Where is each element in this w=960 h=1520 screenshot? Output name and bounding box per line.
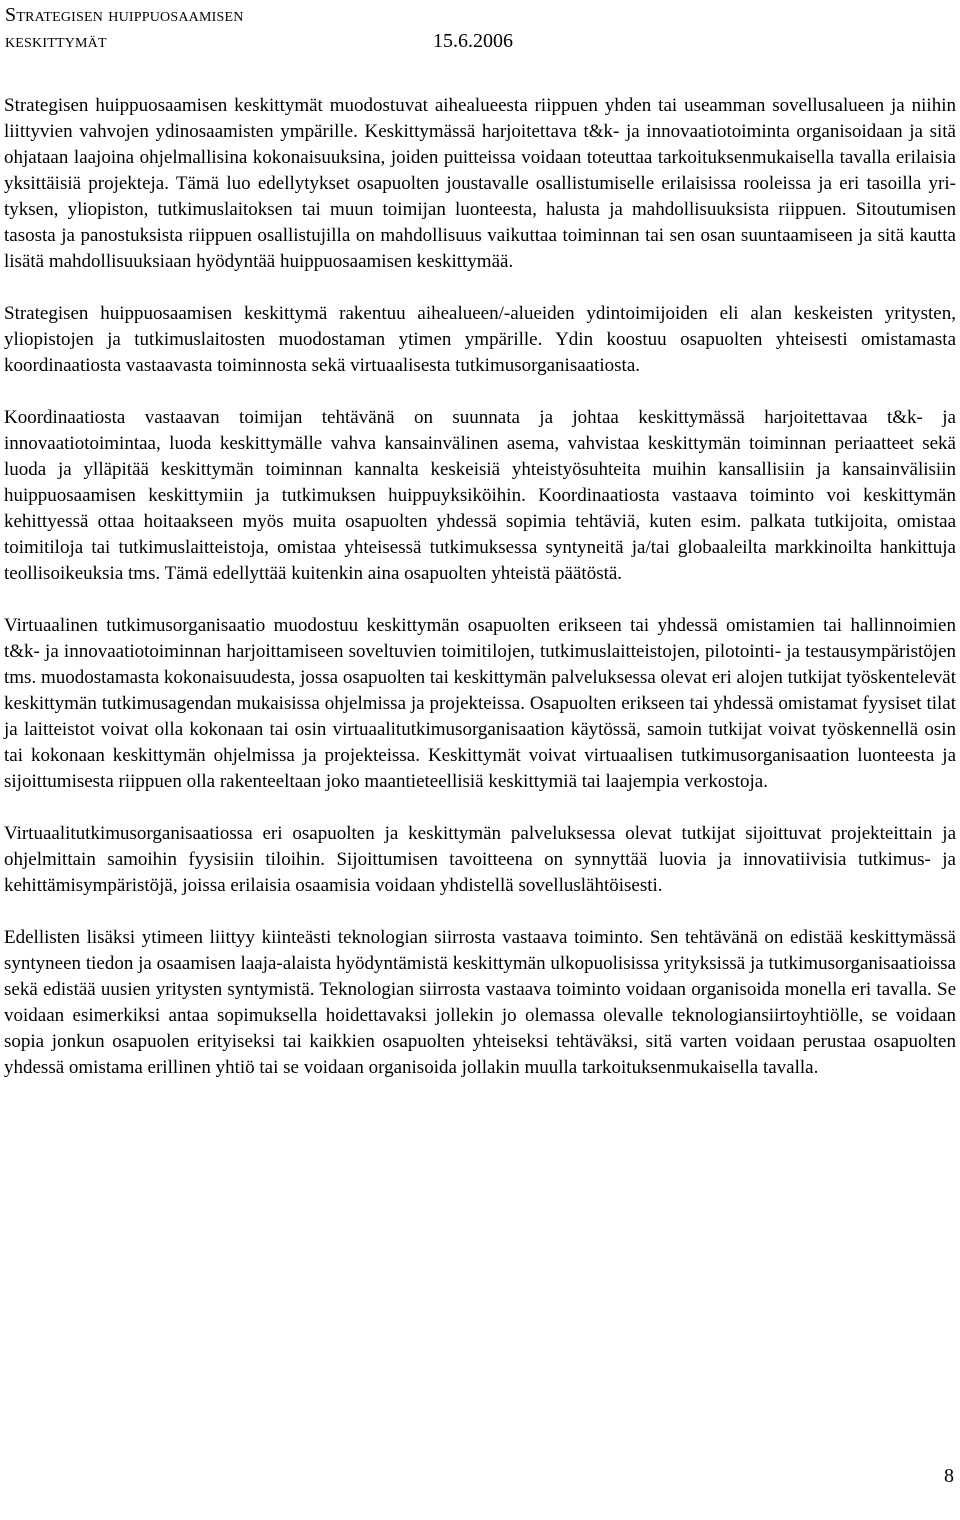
paragraph-5: Virtuaalitutkimusorganisaatiossa eri osapuolten ja keskittymän palveluksessa olevat tutkijat sijoittuvat projekteittain ja ohjelmittain samoihin fyysisiin tiloihin. Sijoittumisen tavoitteena on synnyttää luovia ja innovatiivisia tutkimus- ja kehittämisympäristöjä, joissa erilaisia osaamisia voidaan yhdistellä sovelluslähtöisesti. [4,823,956,896]
document-body [4,93,956,1107]
header-title-line-1: Strategisen huippuosaamisen [5,4,244,26]
header-title-line-2: keskittymät [5,30,107,52]
header-date: 15.6.2006 [433,30,513,52]
page-number: 8 [944,1465,954,1487]
page-header [5,2,513,54]
paragraph-1: Strategisen huippuosaamisen keskittymät muodostuvat aihealueesta riippuen yhden tai useamman sovellusalueen ja niihin liittyvien vahvojen ydinosaamisten ympärille. Keskittymässä harjoitettava t&k- ja innovaatiotoiminta organisoidaan ja sitä ohjataan laajoina ohjelmallisina kokonaisuuksina, joiden puitteissa voidaan toteuttaa tarkoituksenmukaisella tavalla erilaisia yksittäisiä projekteja. Tämä luo edellytykset osapuolten joustavalle osallistumiselle erilaisissa rooleissa ja eri tasoilla yrityksen, yliopiston, tutkimuslaitoksen tai muun toimijan luonteesta, halusta ja mahdollisuuksista riippuen. Sitoutumisen tasosta ja panostuksista riippuen osallistujilla on mahdollisuus vaikuttaa toiminnan tai sen osan suuntaamiseen ja sitä kautta lisätä mahdollisuuksiaan hyödyntää huippuosaamisen keskittymää. [4,95,956,272]
paragraph-6: Edellisten lisäksi ytimeen liittyy kiinteästi teknologian siirrosta vastaava toiminto. Sen tehtävänä on edistää keskittymässä syntyneen tiedon ja osaamisen laaja-alaista hyödyntämistä keskittymän ulkopuolisissa yrityksissä ja tutkimusorganisaatioissa sekä edistää uusien yritysten syntymistä. Teknologian siirrosta vastaava toiminto voidaan organisoida monella eri tavalla. Se voidaan esimerkiksi antaa sopimuksella hoidettavaksi jollekin jo olemassa olevalle teknologiansiirtoyhtiölle, se voidaan sopia jonkun osapuolen erityiseksi tai kaikkien osapuolten yhteiseksi tehtäväksi, sitä varten voidaan perustaa osapuolten yhdessä omistama erillinen yhtiö tai se voidaan organisoida jollakin muulla tarkoituksenmukaisella tavalla. [4,927,956,1078]
paragraph-2: Strategisen huippuosaamisen keskittymä rakentuu aihealueen/-alueiden ydintoimijoiden eli alan keskeisten yritysten, yliopistojen ja tutkimuslaitosten muodostaman ytimen ympärille. Ydin koostuu osapuolten yhteisesti omistamasta koordinaatiosta vastaavasta toiminnosta sekä virtuaalisesta tutkimusorganisaatiosta. [4,303,956,376]
paragraph-3: Koordinaatiosta vastaavan toimijan tehtävänä on suunnata ja johtaa keskittymässä harjoitettavaa t&k- ja innovaatiotoimintaa, luoda keskittymälle vahva kansainvälinen asema, vahvistaa keskittymän toiminnan periaatteet sekä luoda ja ylläpitää keskittymän toiminnan kannalta keskeisiä yhteistyösuhteita muihin kansallisiin ja kansainvälisiin huippuosaamisen keskittymiin ja tutkimuksen huippuyksiköihin. Koordinaatiosta vastaava toiminto voi keskittymän kehittyessä ottaa hoitaakseen myös muita osapuolten yhdessä sopimia tehtäviä, kuten esim. palkata tutkijoita, omistaa toimitiloja tai tutkimuslaitteistoja, omistaa yhteisessä tutkimuksessa syntyneitä ja/tai globaaleilta markkinoilta hankittuja teollisoikeuksia tms. Tämä edellyttää kuitenkin aina osapuolten yhteistä päätöstä. [4,407,956,584]
paragraph-4: Virtuaalinen tutkimusorganisaatio muodostuu keskittymän osapuolten erikseen tai yhdessä omistamien tai hallinnoimien t&k- ja innovaatiotoiminnan harjoittamiseen soveltuvien toimitilojen, tutkimuslaitteistojen, pilotointi- ja testausympäristöjen tms. muodostamasta kokonaisuudesta, jossa osapuolten tai keskittymän palveluksessa olevat eri alojen tutkijat työskentelevät keskittymän tutkimusagendan mukaisissa ohjelmissa ja projekteissa. Osapuolten erikseen tai yhdessä omistamat fyysiset tilat ja laitteistot voivat olla kokonaan tai osin virtuaalitutkimusorganisaation käytössä, samoin tutkijat voivat työskennellä osin tai kokonaan keskittymän ohjelmissa ja projekteissa. Keskittymät voivat virtuaalisen tutkimusorganisaation luonteesta ja sijoittumisesta riippuen olla rakenteeltaan joko maantieteellisiä keskittymiä tai laajempia verkostoja. [4,615,956,792]
